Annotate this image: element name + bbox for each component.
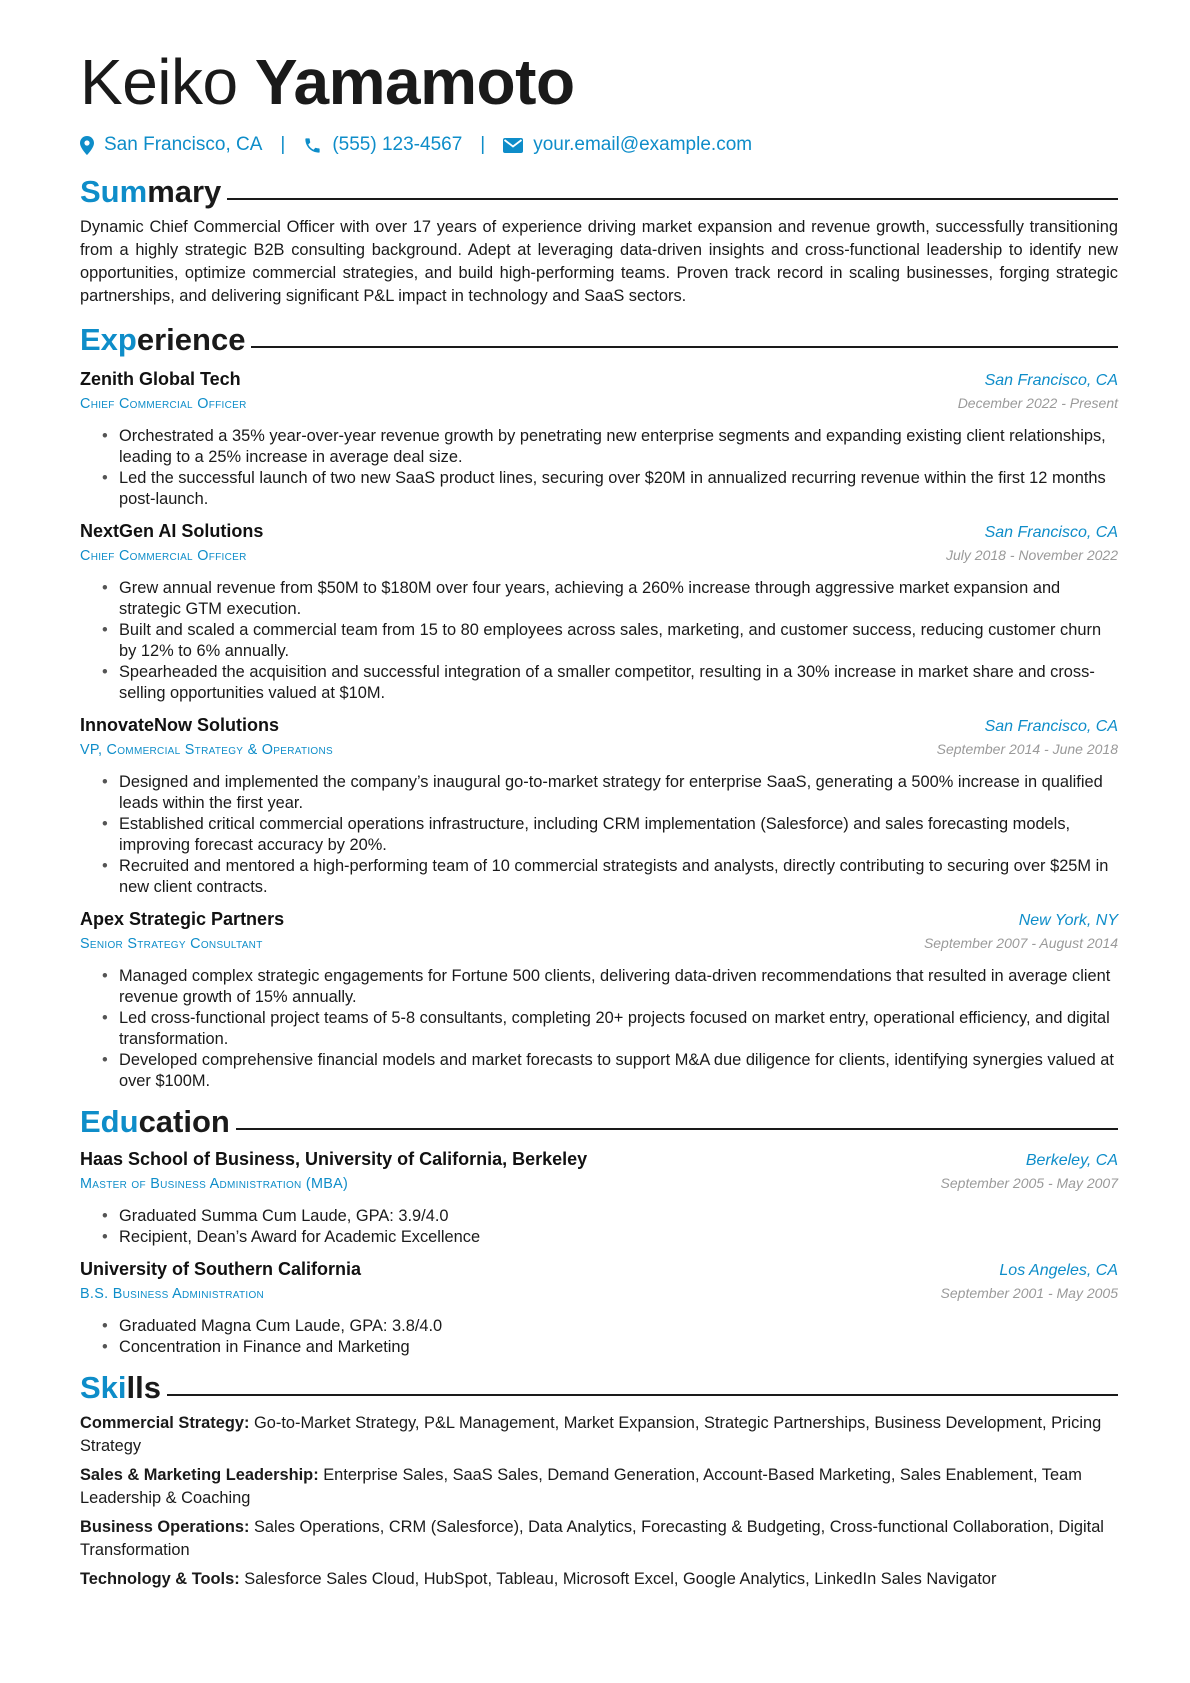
list-item: • Recruited and mentored a high-performing team of 10 commercial strategists and analysts, directly contributing to securing over $25M in new client contracts. [102,856,1118,898]
location-text: San Francisco, CA [104,134,263,155]
education-entry [80,1148,1118,1248]
company-name: NextGen AI Solutions [80,521,264,541]
summary-heading [80,172,1118,212]
envelope-icon [503,138,523,153]
skill-group [80,1464,1118,1510]
section-title-rest: lls [126,1370,161,1405]
list-item: • Concentration in Finance and Marketing [102,1337,1118,1358]
contact-phone[interactable] [303,134,462,156]
map-pin-icon [80,136,94,155]
section-title [80,1368,161,1408]
section-title-rest: mary [147,174,222,209]
skill-group [80,1568,1118,1591]
education-heading [80,1102,1118,1142]
list-item: • Graduated Magna Cum Laude, GPA: 3.8/4.0 [102,1316,1118,1337]
experience-entry [80,520,1118,704]
experience-entry [80,908,1118,1092]
section-title-accent: Exp [80,322,137,357]
job-title: Chief Commercial Officer [80,548,247,564]
contact-email[interactable] [503,134,752,156]
email-link: your.email@example.com [533,134,753,155]
job-title: Senior Strategy Consultant [80,936,263,952]
section-title [80,172,221,212]
first-name: Keiko [80,46,238,118]
skill-category: Commercial Strategy: [80,1414,250,1432]
job-title: VP, Commercial Strategy & Operations [80,742,334,758]
list-item: • Led cross-functional project teams of 5-8 consultants, completing 20+ projects focused on market entry, operational efficiency, and digital transformation. [102,1008,1118,1050]
school-name: University of Southern California [80,1259,362,1279]
school-name: Haas School of Business, University of California, Berkeley [80,1149,588,1169]
job-bullets [80,578,1118,704]
section-divider [236,1128,1118,1130]
summary-text: Dynamic Chief Commercial Officer with over 17 years of experience driving market expansion and revenue growth, successfully transitioning from a highly strategic B2B consulting background. Adept at leveraging data-driven insights and cross-functional leadership to identify new opportunities, optimize commercial strategies, and build high-performing teams. Proven track record in scaling businesses, forging strategic partnerships, and delivering significant P&L impact in technology and SaaS sectors. [80,218,1118,305]
job-location: San Francisco, CA [984,718,1118,735]
company-name: Zenith Global Tech [80,369,241,389]
contact-line [80,132,1118,158]
candidate-name [80,44,1118,120]
skill-items: Enterprise Sales, SaaS Sales, Demand Generation, Account-Based Marketing, Sales Enablement, Team Leadership & Coaching [80,1466,1082,1507]
education-entry [80,1258,1118,1358]
list-item: • Built and scaled a commercial team from 15 to 80 employees across sales, marketing, and customer success, reducing customer churn by 12% to 6% annually. [102,620,1118,662]
skill-items: Sales Operations, CRM (Salesforce), Data Analytics, Forecasting & Budgeting, Cross-functional Collaboration, Digital Transformation [80,1518,1104,1559]
school-location: Berkeley, CA [1025,1152,1118,1169]
job-title: Chief Commercial Officer [80,396,247,412]
list-item: • Spearheaded the acquisition and successful integration of a smaller competitor, resulting in a 30% increase in market share and cross-selling opportunities valued at $10M. [102,662,1118,704]
skill-group [80,1412,1118,1458]
job-bullets [80,966,1118,1092]
list-item: • Established critical commercial operations infrastructure, including CRM implementation (Salesforce) and sales forecasting models, improving forecast accuracy by 20%. [102,814,1118,856]
list-item: • Developed comprehensive financial models and market forecasts to support M&A due diligence for clients, identifying synergies valued at over $100M. [102,1050,1118,1092]
company-name: Apex Strategic Partners [80,909,285,929]
job-dates: September 2007 - August 2014 [923,935,1118,951]
section-title-accent: Ski [80,1370,127,1405]
skill-items: Go-to-Market Strategy, P&L Management, Market Expansion, Strategic Partnerships, Business Development, Pricing Strategy [80,1414,1102,1455]
job-location: San Francisco, CA [984,372,1118,389]
resume-content [80,44,1118,1591]
experience-entry [80,368,1118,510]
job-location: New York, NY [1018,912,1118,929]
phone-text: (555) 123-4567 [332,134,463,155]
job-bullets [80,426,1118,510]
section-title [80,1102,230,1142]
school-dates: September 2005 - May 2007 [940,1175,1118,1191]
list-item: • Graduated Summa Cum Laude, GPA: 3.9/4.0 [102,1206,1118,1227]
section-title-rest: erience [136,322,246,357]
skill-items: Salesforce Sales Cloud, HubSpot, Tableau, Microsoft Excel, Google Analytics, LinkedIn Sales Navigator [244,1570,997,1588]
list-item: • Grew annual revenue from $50M to $180M over four years, achieving a 260% increase through aggressive market expansion and strategic GTM execution. [102,578,1118,620]
section-divider [167,1394,1118,1396]
job-bullets [80,772,1118,898]
list-item: • Orchestrated a 35% year-over-year revenue growth by penetrating new enterprise segments and expanding existing client relationships, leading to a 25% increase in average deal size. [102,426,1118,468]
degree: Master of Business Administration (MBA) [80,1176,349,1192]
degree: B.S. Business Administration [80,1286,265,1302]
section-divider [227,198,1118,200]
school-location: Los Angeles, CA [999,1262,1118,1279]
section-title-accent: Sum [80,174,148,209]
list-item: • Designed and implemented the company’s inaugural go-to-market strategy for enterprise SaaS, generating a 500% increase in qualified leads within the first year. [102,772,1118,814]
contact-separator: | [480,134,486,155]
job-dates: September 2014 - June 2018 [936,741,1118,757]
job-dates: July 2018 - November 2022 [946,547,1118,563]
skill-category: Business Operations: [80,1518,250,1536]
section-title [80,320,245,360]
job-dates: December 2022 - Present [957,395,1118,411]
section-divider [251,346,1118,348]
skills-heading [80,1368,1118,1408]
list-item: • Led the successful launch of two new SaaS product lines, securing over $20M in annualized recurring revenue within the first 12 months post-launch. [102,468,1118,510]
section-title-accent: Edu [80,1104,139,1139]
last-name: Yamamoto [254,46,575,118]
contact-separator: | [280,134,286,155]
experience-entry [80,714,1118,898]
experience-heading [80,320,1118,360]
job-location: San Francisco, CA [984,524,1118,541]
list-item: • Recipient, Dean’s Award for Academic Excellence [102,1227,1118,1248]
contact-location [80,134,262,156]
skill-category: Sales & Marketing Leadership: [80,1466,319,1484]
phone-icon [303,136,322,155]
section-title-rest: cation [138,1104,230,1139]
list-item: • Managed complex strategic engagements for Fortune 500 clients, delivering data-driven recommendations that resulted in average client revenue growth of 15% annually. [102,966,1118,1008]
school-bullets [80,1206,1118,1248]
skill-category: Technology & Tools: [80,1570,240,1588]
school-dates: September 2001 - May 2005 [940,1285,1118,1301]
school-bullets [80,1316,1118,1358]
company-name: InnovateNow Solutions [80,715,280,735]
skill-group [80,1516,1118,1562]
